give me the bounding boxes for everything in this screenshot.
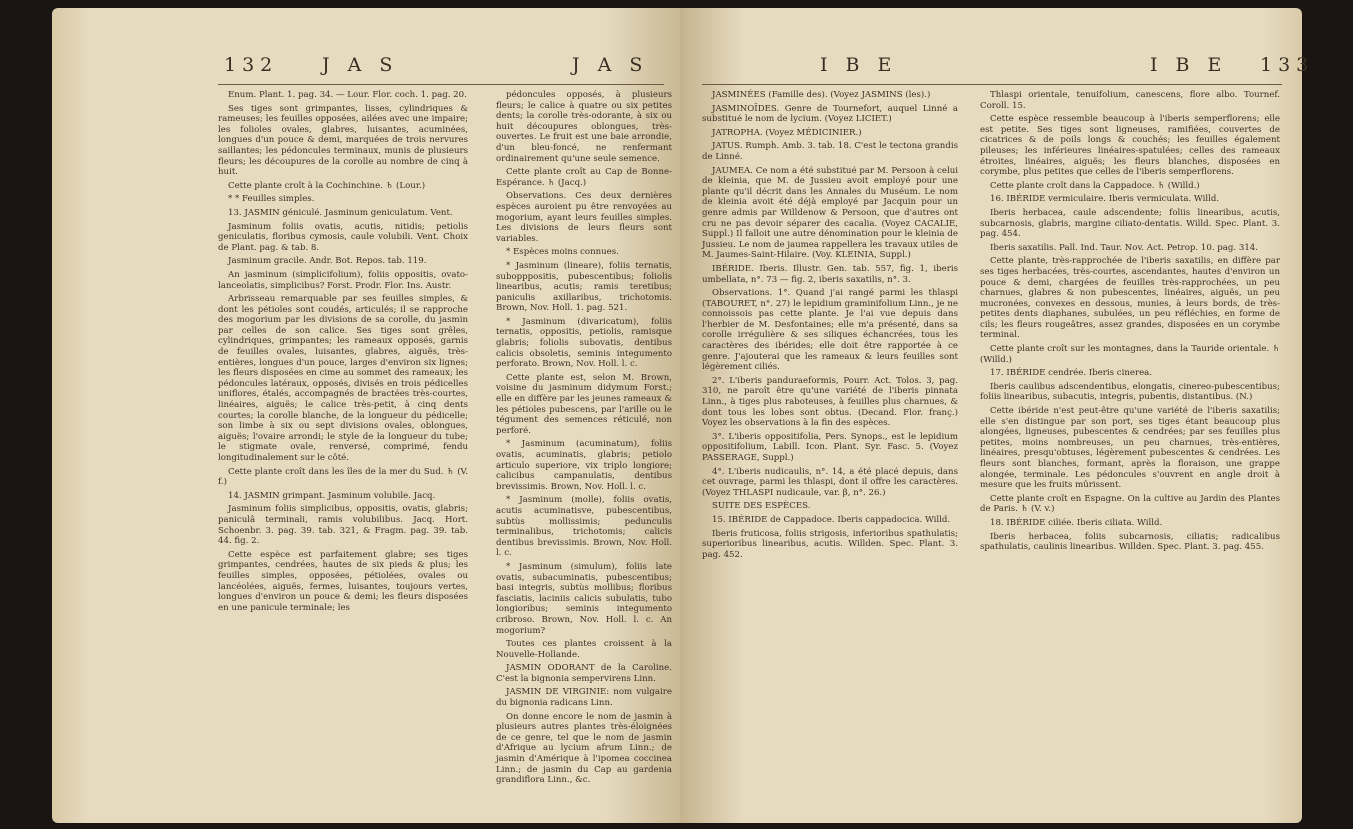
paragraph: Cette plante croît au Cap de Bonne-Espérance. ♄ (Jacq.): [496, 167, 672, 188]
right-head-title-a: I B E: [820, 54, 898, 76]
paragraph: 16. IBÉRIDE vermiculaire. Iberis vermiculata. Willd.: [990, 194, 1220, 205]
paragraph: JASMINOÏDES. Genre de Tournefort, auquel Linné a substitué le nom de lycium. (Voyez LICIET.): [702, 103, 958, 125]
paragraph: Cette plante croît dans les îles de la mer du Sud. ♄ (V. f.): [218, 466, 468, 488]
right-page: [680, 8, 1315, 823]
paragraph: 17. IBÉRIDE cendrée. Iberis cinerea.: [990, 368, 1153, 379]
right-head-title-b: I B E: [1150, 54, 1228, 76]
left-page: [52, 8, 680, 823]
paragraph: Jasminum foliis ovatis, acutis, nitidis; petiolis geniculatis, floribus cymosis, caule volubili. Vent. Choix de Plant. pag. & tab. 8.: [218, 221, 468, 253]
left-head-rule: [218, 84, 664, 85]
paragraph: Cette plante croît en Espagne. On la cultive au Jardin des Plantes de Paris. ♄ (V. v.): [980, 493, 1280, 515]
paragraph: 18. IBÉRIDE ciliée. Iberis ciliata. Willd.: [990, 517, 1163, 528]
paragraph: JAUMEA. Ce nom a été substitué par M. Persoon à celui de kleinia, que M. de Jussieu avoit employé pour une plante qu'il décrit dans les Annales du Muséum. Le nom de kleinia avoit été déjà employé par Jacquin pour un genre admis par Willdenow & Persoon, que d'autres ont cru ne pas devoir séparer des cacalia. (Voyez CACALIE, Suppl.) Il falloit une autre dénomination pour le kleinia de Jussieu. Le nom de jaumea rappellera les travaux utiles de M. Jaumes-Saint-Hilaire. (Voy. KLEINIA, Suppl.): [702, 165, 958, 261]
right-head-rule: [702, 84, 1282, 85]
left-head-title-b: J A S: [572, 54, 649, 76]
paragraph: Ses tiges sont grimpantes, lisses, cylindriques & rameuses; les feuilles opposées, ailées avec une impaire; les folioles ovales, glabres, luisantes, acuminées, longues d'un pouce & demi, marquées de trois nervures saillantes; les pédoncules terminaux, munis de plusieurs fleurs; les découpures de la corolle au nombre de cinq à huit.: [218, 103, 468, 178]
left-head-title-a: J A S: [322, 54, 399, 76]
paragraph: Iberis herbacea, foliis subcarnosis, ciliatis; radicalibus spathulatis, caulinis linearibus. Willden. Spec. Plant. 3. pag. 455.: [980, 531, 1280, 553]
paragraph: * Jasminum (acuminatum), foliis ovatis, acuminatis, glabris; petiolo articulo superiore, vix triplo longiore; calicibus campanulatis, dentibus brevissimis. Brown, Nov. Holl. l. c.: [496, 439, 672, 492]
paragraph: * Jasminum (molle), foliis ovatis, acutis acuminatisve, pubescentibus, subtùs mollissimis; pedunculis terminalibus, trichotomis; calicis dentibus brevissimis. Brown, Nov. Holl. l. c.: [496, 495, 672, 559]
open-book: [52, 8, 1315, 823]
paragraph: Cette espèce ressemble beaucoup à l'iberis semperflorens; elle est petite. Ses tiges sont ligneuses, ramifiées, couvertes de cicatrices & de poils longs & couchés; les feuilles également pileuses; les inférieures linéaires-spatulées; celles des rameaux étroites, linéaires, aiguës; les fleurs blanches, disposées en corymbe, plus petites que celles de l'iberis semperflorens.: [980, 114, 1280, 178]
paragraph: JASMINÉES (Famille des). (Voyez JASMINS (les).): [712, 90, 931, 100]
paragraph: Observations. Ces deux dernières espèces auroient pu être renvoyées au mogorium, ayant leurs feuilles simples. Les divisions de leurs fleurs sont variables.: [496, 191, 672, 244]
left-column-2: [496, 90, 672, 789]
paragraph: Iberis caulibus adscendentibus, elongatis, cinereo-pubescentibus; foliis linearibus, subacutis, integris, pubentis, distantibus. (N.): [980, 381, 1280, 403]
right-page-number: 133: [1260, 54, 1315, 76]
paragraph: * Jasminum (lineare), foliis ternatis, subopppositis, pubescentibus; foliolis linearibus, acutis; ramis teretibus; paniculis axillaribus, trichotomis. Brown, Nov. Holl. 1. pag. 521.: [496, 260, 672, 314]
paragraph: Cette plante croît sur les montagnes, dans la Tauride orientale. ♄ (Willd.): [980, 344, 1280, 365]
paragraph: JATROPHA. (Voyez MÉDICINIER.): [712, 127, 862, 138]
paragraph: 4°. L'iberis nudicaulis, n°. 14, a été placé depuis, dans cet ouvrage, parmi les thlaspi, dont il offre les caractères. (Voyez THLASPI nudicaule, var. β, n°. 26.): [702, 466, 958, 498]
paragraph: * Espèces moins connues.: [506, 247, 619, 258]
paragraph: Cette espèce est parfaitement glabre; ses tiges grimpantes, cendrées, hautes de six pieds & plus; les feuilles simples, opposées, pétiolées, ovales ou lancéolées, aiguës, fermes, luisantes, toujours vertes, longues d'environ un pouce & demi; les fleurs disposées en une panicule terminale; les: [218, 549, 468, 613]
paragraph: Iberis fruticosa, foliis strigosis, inferioribus spathulatis; superioribus linearibus, acutis. Willden. Spec. Plant. 3. pag. 452.: [702, 528, 958, 560]
paragraph: 15. IBÉRIDE de Cappadoce. Iberis cappadocica. Willd.: [712, 514, 951, 525]
paragraph: JASMIN ODORANT de la Caroline. C'est la bignonia sempervirens Linn.: [496, 663, 672, 684]
paragraph: * Jasminum (simulum), foliis late ovatis, subacuminatis, pubescentibus; basi integris, subtùs mollibus; floribus fasciatis, laciniis calicis subulatis, tubo longioribus; seminis integumento cribroso. Brown, Nov. Holl. l. c. An mogorium?: [496, 561, 672, 636]
paragraph: 2°. L'iberis panduraeformis, Pourr. Act. Tolos. 3, pag. 310, ne paroît être qu'une variété de l'iberis pinnata Linn., à tiges plus raboteuses, à feuilles plus charnues, & dont tous les lobes sont obtus. (Decand. Flor. franç.) Voyez les observations à la fin des espèces.: [702, 375, 958, 429]
right-column-1: [702, 90, 958, 563]
paragraph: JATUS. Rumph. Amb. 3. tab. 18. C'est le tectona grandis de Linné.: [702, 141, 958, 162]
left-page-number: 132: [224, 54, 279, 76]
paragraph: Observations. 1°. Quand j'ai rangé parmi les thlaspi (TABOURET, n°. 27) le lepidium graminifolium Linn., je ne connoissois pas cette plante. Je l'ai vue depuis dans l'herbier de M. Desfontaines; elle m'a présenté, dans sa corolle irrégulière & ses siliques échancrées, tous les caractères des ibérides; elle doit être rapportée à ce genre. J'ajouterai que les rameaux & leurs feuilles sont légèrement ciliés.: [702, 288, 958, 373]
right-running-head: [680, 54, 1315, 82]
paragraph: Jasminum foliis simplicibus, oppositis, ovatis, glabris; paniculâ terminali, ramis volubilibus. Jacq. Hort. Schoenbr. 3. pag. 39. tab. 321, & Fragm. pag. 39. tab. 44. fig. 2.: [218, 504, 468, 547]
paragraph: Enum. Plant. 1. pag. 34. — Lour. Flor. coch. 1. pag. 20.: [228, 90, 467, 100]
paragraph: JASMIN DE VIRGINIE: nom vulgaire du bignonia radicans Linn.: [496, 687, 672, 709]
paragraph: 14. JASMIN grimpant. Jasminum volubile. Jacq.: [228, 490, 436, 501]
paragraph: Iberis herbacea, caule adscendente; foliis linearibus, acutis, subcarnosis, glabris, margine ciliato-dentatis. Willd. Spec. Plant. 3. pag. 454.: [980, 207, 1280, 240]
paragraph: Iberis saxatilis. Pall. Ind. Taur. Nov. Act. Petrop. 10. pag. 314.: [990, 242, 1259, 253]
left-running-head: [52, 54, 680, 82]
paragraph: Jasminum gracile. Andr. Bot. Repos. tab. 119.: [228, 256, 427, 267]
right-column-2: [980, 90, 1280, 556]
paragraph: Cette ibéride n'est peut-être qu'une variété de l'iberis saxatilis; elle s'en distingue par son port, ses tiges étant beaucoup plus alongées, ligneuses, pubescentes & cendrées; par ses feuilles plus petites, moins nombreuses, un peu charnues, très-entières, linéaires, presqu'obtuses, légèrement pubescentes & cendrées. Les fleurs sont blanches, formant, après la floraison, une grappe alongée, terminale. Les pédoncules s'ouvrent en angle droit à mesure que les fruits mûrissent.: [980, 406, 1280, 491]
paragraph: Cette plante croît à la Cochinchine. ♄ (Lour.): [228, 180, 426, 191]
paragraph: * * Feuilles simples.: [228, 194, 315, 205]
paragraph: An jasminum (simplicifolium), foliis oppositis, ovato-lanceolatis, simplicibus? Forst. Prodr. Flor. Ins. Austr.: [218, 269, 468, 291]
paragraph: Cette plante est, selon M. Brown, voisine du jasminum didymum Forst.; elle en diffère par les jeunes rameaux & les pétioles pubescens, par l'arille ou le tégument des semences réticulé, non perforé.: [496, 372, 672, 436]
paragraph: Toutes ces plantes croissent à la Nouvelle-Hollande.: [496, 639, 672, 660]
paragraph: SUITE DES ESPÈCES.: [712, 501, 811, 512]
paragraph: Cette plante croît dans la Cappadoce. ♄ (Willd.): [990, 180, 1200, 191]
paragraph: 3°. L'iberis oppositifolia, Pers. Synops., est le lepidium oppositifolium, Labill. Icon. Plant. Syr. Fasc. 5. (Voyez PASSERAGE, Suppl.): [702, 431, 958, 463]
paragraph: Thlaspi orientale, tenuifolium, canescens, flore albo. Tournef. Coroll. 15.: [980, 90, 1280, 111]
paragraph: IBÉRIDE. Iberis. Illustr. Gen. tab. 557, fig. 1, iberis umbellata, n°. 73 — fig. 2, iberis saxatilis, n°. 3.: [702, 263, 958, 285]
paragraph: On donne encore le nom de jasmin à plusieurs autres plantes très-éloignées de ce genre, tel que le nom de jasmin d'Afrique au lycium afrum Linn.; de jasmin d'Amérique à l'ipomea coccinea Linn.; de jasmin du Cap au gardenia grandiflora Linn., &c.: [496, 711, 672, 786]
paragraph: * Jasminum (divaricatum), foliis ternatis, oppositis, petiolis, ramisque glabris; foliolis subovatis, dentibus calicis obsoletis, seminis integumento perforato. Brown, Nov. Holl. l. c.: [496, 316, 672, 370]
paragraph: Arbrisseau remarquable par ses feuilles simples, & dont les pétioles sont coudés, articulés; il se rapproche des mogorium par les divisions de sa corolle, du jasmin par celles de son calice. Ses tiges sont grêles, cylindriques, grimpantes; les rameaux opposés, garnis de feuilles ovales, luisantes, glabres, aiguës, très-entières, longues d'un pouce, larges d'environ six lignes; les fleurs disposées en cime au sommet des rameaux; les pédoncules latéraux, opposés, divisés en trois pédicelles uniflores, étalés, accompagnés de bractées très-courtes, linéaires, aiguës; le calice très-petit, à cinq dents courtes; la corolle blanche, de la longueur du pédicelle; son limbe à six ou sept divisions ovales, oblongues, aiguës; l'ovaire arrondi; le style de la longueur du tube; le stigmate ovale, renversé, comprimé, fendu longitudinalement sur le côté.: [218, 294, 468, 463]
paragraph: Cette plante, très-rapprochée de l'iberis saxatilis, en diffère par ses tiges herbacées, très-courtes, ascendantes, hautes d'environ un pouce & demi, chargées de feuilles très-rapprochées, un peu charnues, glabres & non pubescentes, linéaires, aiguës, un peu mucronées, convexes en dessous, munies, à leurs bords, de très-petites dents diaphanes, subulées, un peu réfléchies, en forme de cils; les fleurs rougeâtres, assez grandes, disposées en un corymbe terminal.: [980, 256, 1280, 341]
paragraph: 13. JASMIN géniculé. Jasminum geniculatum. Vent.: [228, 207, 453, 218]
left-column-1: [218, 90, 468, 616]
paragraph: pédoncules opposés, à plusieurs fleurs; le calice à quatre ou six petites dents; la corolle très-odorante, à six ou huit découpures oblongues, très-ouvertes. Le fruit est une baie arrondie, d'un bleu-foncé, ne renfermant ordinairement qu'une seule semence.: [496, 90, 672, 164]
